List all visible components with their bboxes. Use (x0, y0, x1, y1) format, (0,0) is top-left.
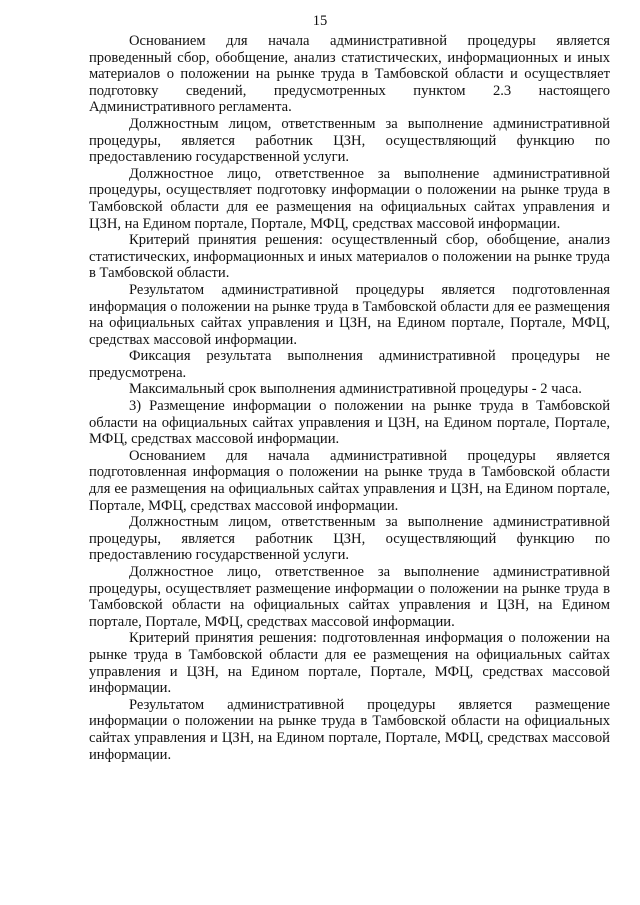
paragraph-1: Основанием для начала административной процедуры является проведенный сбор, обобщение, анализ статистических, информационных и иных материалов о положении на рынке труда в Тамбовской области и осуществляет подготовку сведений, предусмотренных пунктом 2.3 настоящего Административного регламента. (89, 33, 610, 116)
document-body (89, 33, 610, 763)
paragraph-4: Критерий принятия решения: осуществленный сбор, обобщение, анализ статистических, информационных и иных материалов о положении на рынке труда в Тамбовской области. (89, 232, 610, 282)
paragraph-3: Должностное лицо, ответственное за выполнение административной процедуры, осуществляет подготовку информации о положении на рынке труда в Тамбовской области для ее размещения на официальных сайтах управления и ЦЗН, на Едином портале, Портале, МФЦ, средствах массовой информации. (89, 165, 610, 232)
paragraph-6: Фиксация результата выполнения административной процедуры не предусмотрена. (89, 348, 610, 381)
paragraph-10: Должностным лицом, ответственным за выполнение административной процедуры, является работник ЦЗН, осуществляющий функцию по предоставлению государственной услуги. (89, 514, 610, 564)
page-number: 15 (312, 13, 328, 29)
paragraph-13: Результатом административной процедуры является размещение информации о положении на рынке труда в Тамбовской области на официальных сайтах управления и ЦЗН, на Едином портале, Портале, МФЦ, средствах массовой информации. (89, 696, 610, 763)
paragraph-5: Результатом административной процедуры является подготовленная информация о положении на рынке труда в Тамбовской области для ее размещения на официальных сайтах управления и ЦЗН, на Едином портале, Портале, МФЦ, средствах массовой информации. (89, 281, 610, 348)
paragraph-12: Критерий принятия решения: подготовленная информация о положении на рынке труда в Тамбовской области для ее размещения на официальных сайтах управления и ЦЗН, на Едином портале, Портале, МФЦ, средствах массовой информации. (89, 630, 610, 697)
paragraph-8: 3) Размещение информации о положении на рынке труда в Тамбовской области на официальных сайтах управления и ЦЗН, на Едином портале, Портале, МФЦ, средствах массовой информации. (89, 398, 610, 448)
paragraph-2: Должностным лицом, ответственным за выполнение административной процедуры, является работник ЦЗН, осуществляющий функцию по предоставлению государственной услуги. (89, 115, 610, 166)
paragraph-7: Максимальный срок выполнения административной процедуры - 2 часа. (129, 381, 582, 398)
paragraph-11: Должностное лицо, ответственное за выполнение административной процедуры, осуществляет размещение информации о положении на рынке труда в Тамбовской области на официальных сайтах управления и ЦЗН, на Едином портале, Портале, МФЦ, средствах массовой информации. (89, 564, 610, 630)
paragraph-9: Основанием для начала административной процедуры является подготовленная информация о положении на рынке труда в Тамбовской области для ее размещения на официальных сайтах управления и ЦЗН, на Едином портале, Портале, МФЦ, средствах массовой информации. (89, 447, 610, 514)
